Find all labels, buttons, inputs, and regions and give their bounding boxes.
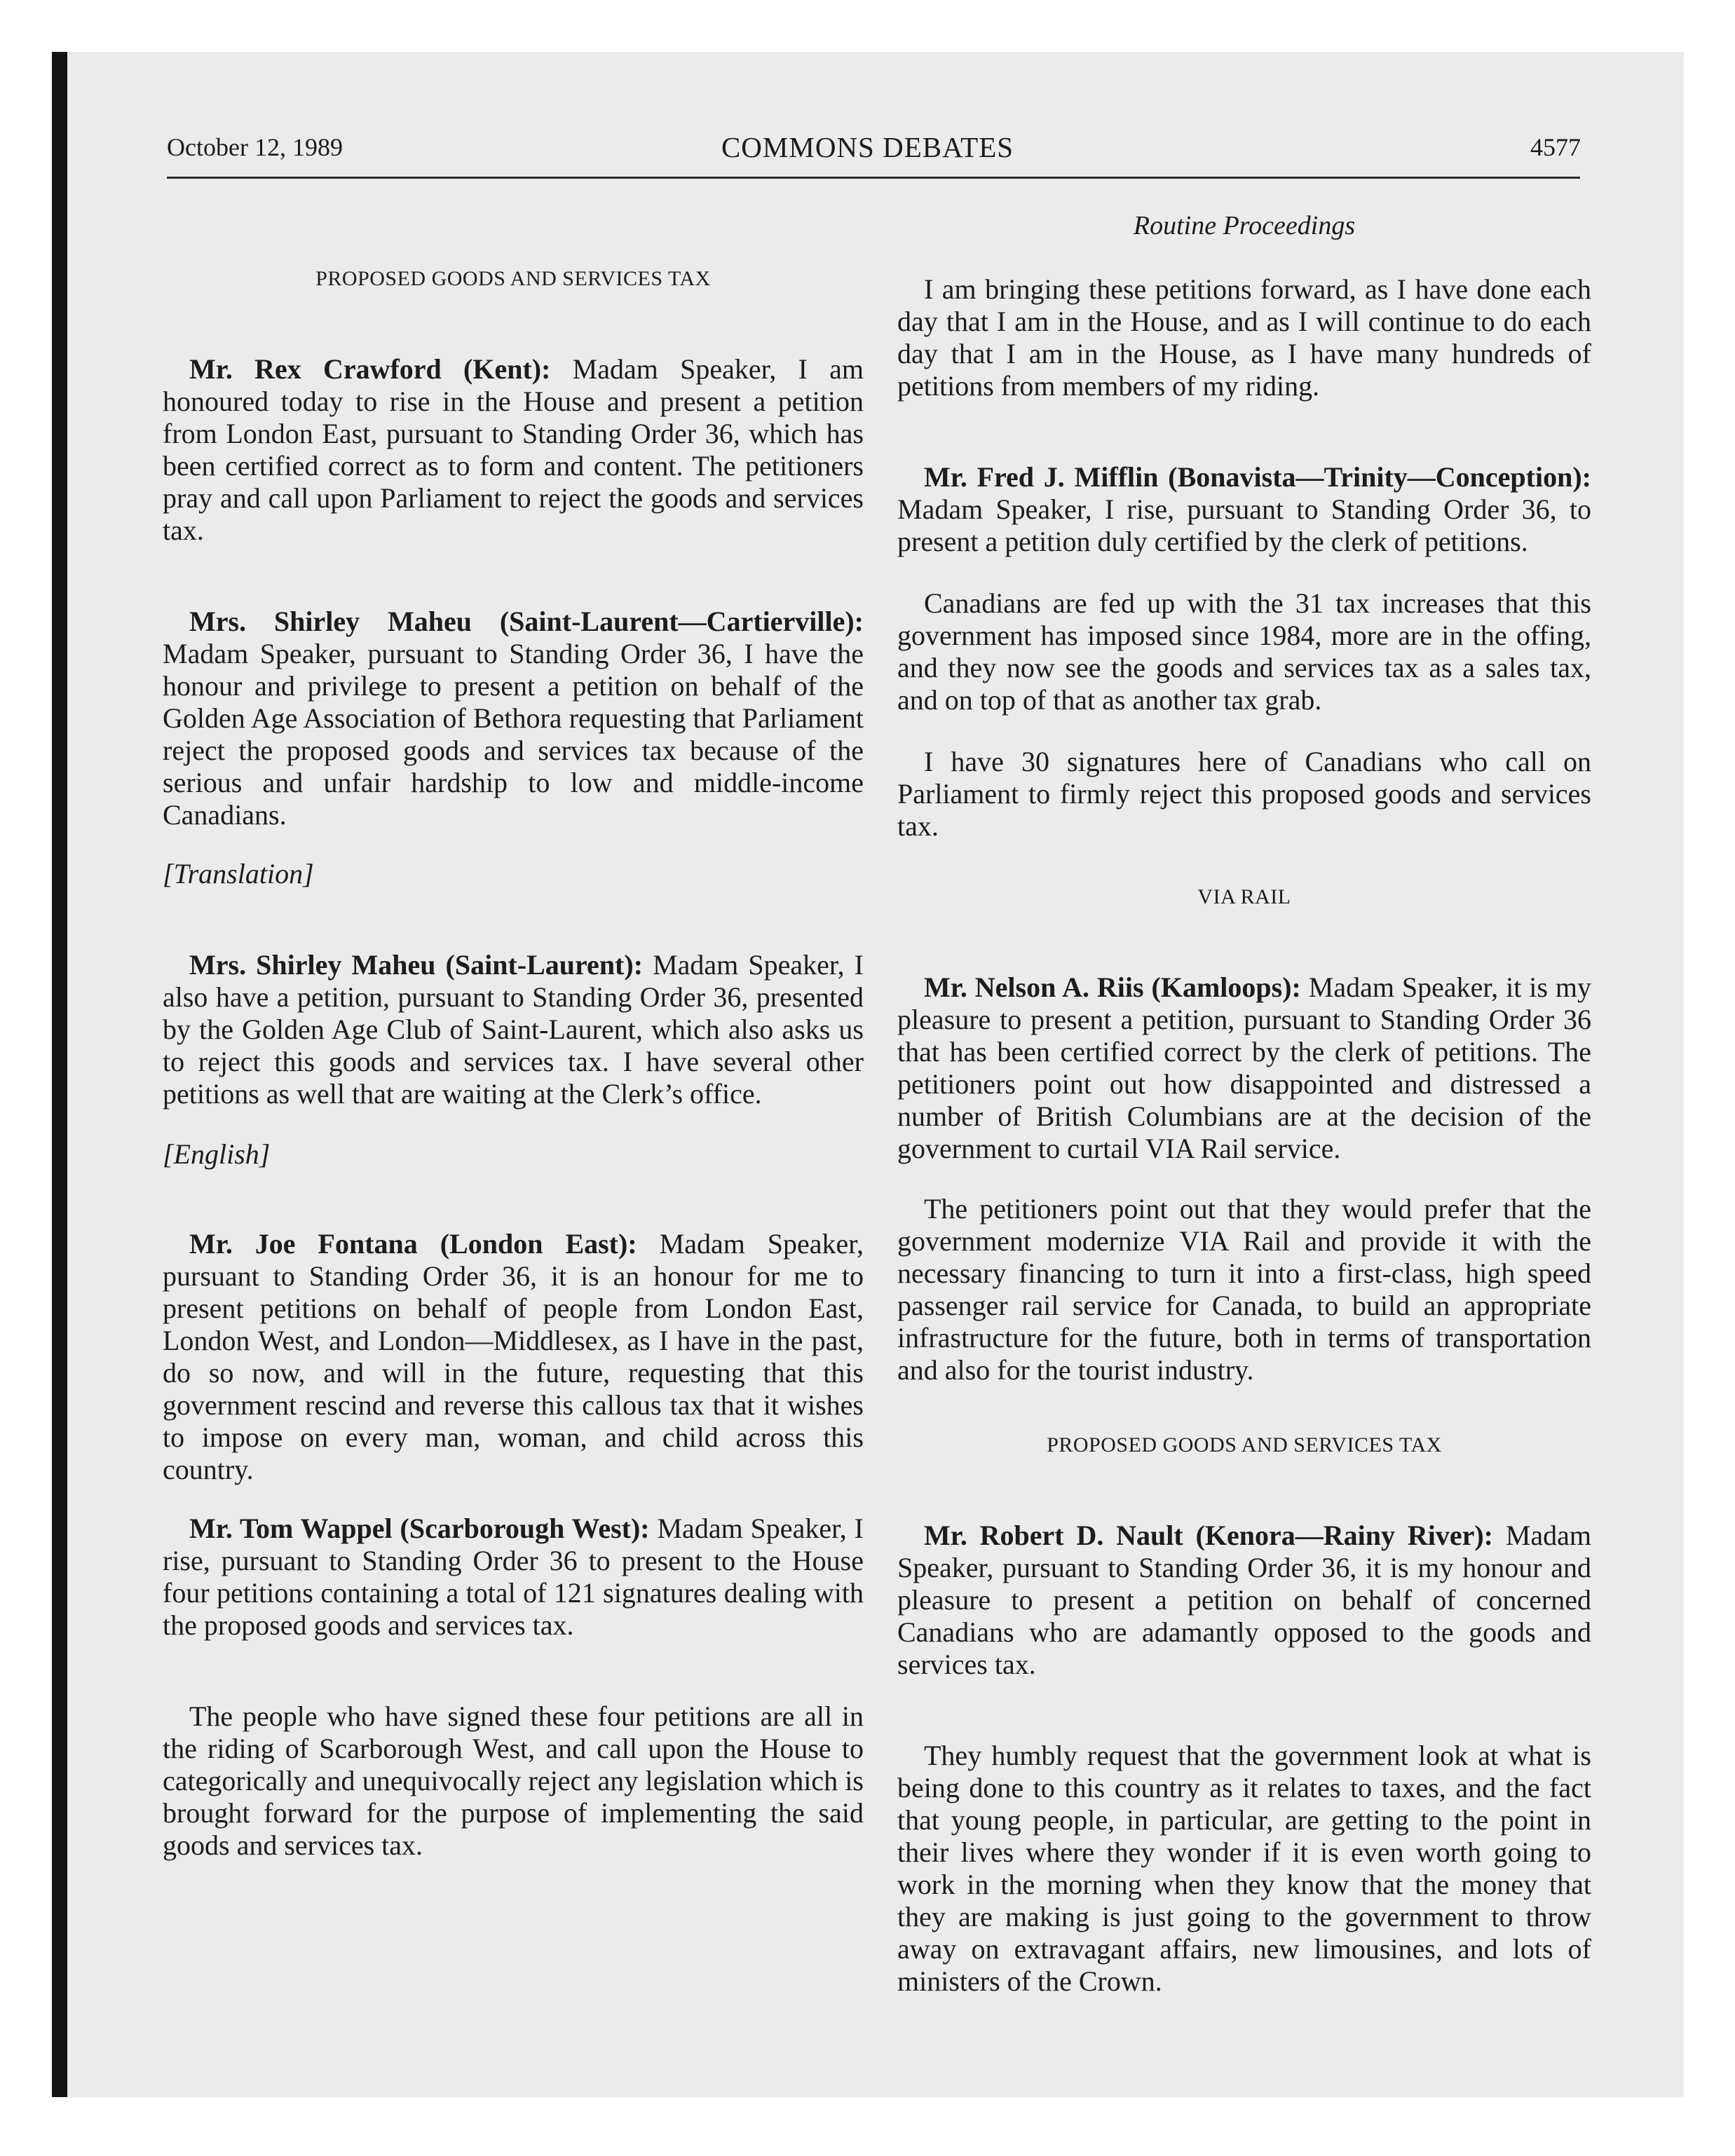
paragraph-riis-continued: The petitioners point out that they would prefer that the government modernize VIA Rail and provide it with the necessary financing to turn it into a first-class, high speed passenger rail service for Canada, to build an appropriate infrastructure for the future, both in terms of transportation and also for the tourist industry.	[897, 1193, 1591, 1386]
paragraph-maheu-1	[163, 606, 864, 831]
paragraph-mifflin-tax-increases: Canadians are fed up with the 31 tax increases that this government has imposed since 1984, more are in the offing, and they now see the goods and services tax as a sales tax, and on top of that as another tax grab.	[897, 587, 1591, 716]
paragraph-mifflin	[897, 461, 1591, 558]
header-publication: COMMONS DEBATES	[721, 131, 1014, 163]
scan-edge-bar	[52, 52, 67, 2097]
paragraph-text: Madam Speaker, I am honoured today to rise in the House and present a petition from London East, pursuant to Standing Order 36, which has been certified correct as to form and content. The petitioners pray and call upon Parliament to reject the goods and services tax.	[163, 353, 864, 546]
speaker-name: Mr. Tom Wappel (Scarborough West):	[189, 1513, 650, 1544]
speaker-name: Mr. Rex Crawford (Kent):	[189, 353, 551, 385]
right-column	[897, 210, 1591, 1998]
paragraph-text: Madam Speaker, I rise, pursuant to Standing Order 36, to present a petition duly certified by the clerk of petitions.	[897, 493, 1591, 557]
paragraph-nault	[897, 1520, 1591, 1681]
paragraph-text: Madam Speaker, pursuant to Standing Order 36, I have the honour and privilege to present a petition on behalf of the Golden Age Association of Bethora requesting that Parliament reject the proposed goods and services tax because of the serious and unfair hardship to low and middle-income Canadians.	[163, 638, 864, 831]
paragraph-text: Madam Speaker, I rise, pursuant to Standing Order 36 to present to the House four petitions containing a total of 121 signatures dealing with the proposed goods and services tax.	[163, 1513, 864, 1641]
paragraph-text: Madam Speaker, pursuant to Standing Order 36, it is my honour and pleasure to present a petition on behalf of concerned Canadians who are adamantly opposed to the goods and services tax.	[897, 1520, 1591, 1680]
speaker-name: Mrs. Shirley Maheu (Saint-Laurent):	[189, 949, 644, 981]
paragraph-nault-continued: They humbly request that the government look at what is being done to this country as it relates to taxes, and the fact that young people, in particular, are getting to the point in their lives where they wonder if it is even worth going to work in the morning when they know that the money that they are making is just going to the government to throw away on extravagant affairs, new limousines, and lots of ministers of the Crown.	[897, 1740, 1591, 1997]
translation-label: [Translation]	[163, 858, 314, 889]
section-heading-via-rail: VIA RAIL	[1197, 885, 1291, 908]
speaker-name: Mrs. Shirley Maheu (Saint-Laurent—Cartierville):	[189, 606, 864, 637]
paragraph-maheu-2	[163, 949, 864, 1110]
section-heading-gst: PROPOSED GOODS AND SERVICES TAX	[315, 267, 711, 290]
running-title: Routine Proceedings	[1133, 211, 1356, 240]
header-date: October 12, 1989	[167, 133, 343, 161]
paragraph-text: Madam Speaker, pursuant to Standing Order 36, it is an honour for me to present petitions on behalf of people from London East, London West, and London—Middlesex, as I have in the past, do so now, and will in the future, requesting that this government rescind and reverse this callous tax that it wishes to impose on every man, woman, and child across this country.	[163, 1228, 864, 1485]
speaker-name: Mr. Fred J. Mifflin (Bonavista—Trinity—Conception):	[924, 461, 1591, 493]
paragraph-fontana-continued: I am bringing these petitions forward, as I have done each day that I am in the House, and as I will continue to do each day that I am in the House, as I have many hundreds of petitions from members of my riding.	[897, 273, 1591, 402]
paragraph-mifflin-signatures: I have 30 signatures here of Canadians who call on Parliament to firmly reject this proposed goods and services tax.	[897, 746, 1591, 842]
header-page-number: 4577	[1530, 133, 1581, 161]
paragraph-fontana	[163, 1228, 864, 1486]
paragraph-wappel	[163, 1513, 864, 1642]
paragraph-riis	[897, 971, 1591, 1165]
paragraph-text: Madam Speaker, it is my pleasure to present a petition, pursuant to Standing Order 36 that has been certified correct by the clerk of petitions. The petitioners point out how disappointed and distressed a number of British Columbians are at the decision of the government to curtail VIA Rail service.	[897, 971, 1591, 1164]
left-column	[163, 210, 864, 1862]
paragraph-crawford	[163, 353, 864, 547]
speaker-name: Mr. Nelson A. Riis (Kamloops):	[924, 971, 1301, 1003]
paragraph-wappel-continued: The people who have signed these four petitions are all in the riding of Scarborough West, and call upon the House to categorically and unequivocally reject any legislation which is brought forward for the purpose of implementing the said goods and services tax.	[163, 1700, 864, 1861]
english-label: [English]	[163, 1138, 271, 1170]
paragraph-text: Madam Speaker, I also have a petition, pursuant to Standing Order 36, presented by the Golden Age Club of Saint-Laurent, which also asks us to reject this goods and services tax. I have several other petitions as well that are waiting at the Clerk’s office.	[163, 949, 864, 1110]
speaker-name: Mr. Robert D. Nault (Kenora—Rainy River):	[924, 1520, 1493, 1551]
speaker-name: Mr. Joe Fontana (London East):	[189, 1228, 637, 1260]
header-rule	[167, 177, 1580, 179]
section-heading-gst-2: PROPOSED GOODS AND SERVICES TAX	[1047, 1433, 1442, 1456]
